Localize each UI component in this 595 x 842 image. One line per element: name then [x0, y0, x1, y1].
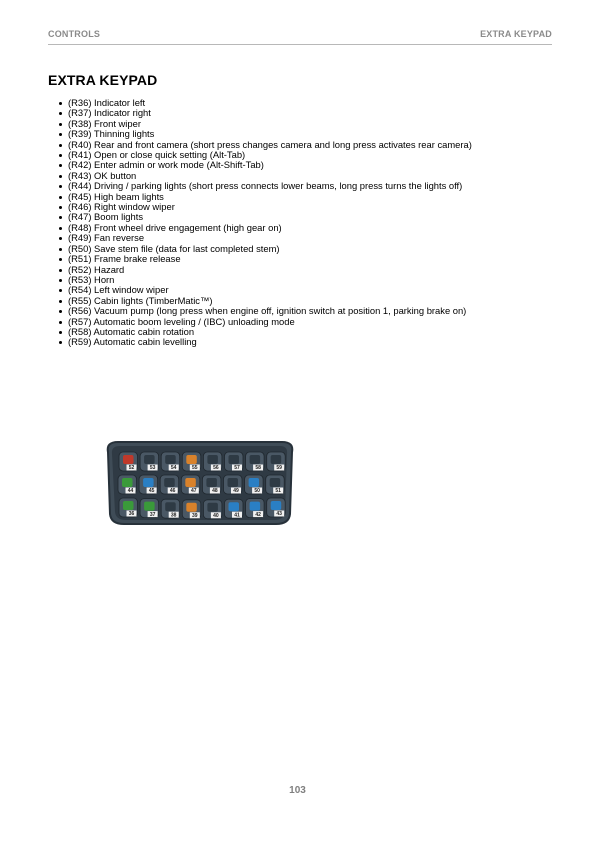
cabin-level-icon: [271, 455, 282, 464]
ok-icon: [271, 501, 282, 510]
camera-icon: [207, 503, 218, 512]
keypad-key-49: [224, 475, 243, 494]
list-item: (R37) Indicator right: [48, 108, 472, 118]
keypad-key-47: [181, 475, 200, 494]
list-item: (R55) Cabin lights (TimberMatic™): [48, 296, 472, 306]
vacuum-icon: [207, 455, 218, 464]
list-item: (R50) Save stem file (data for last completed stem): [48, 244, 472, 254]
keypad-key-54: [161, 452, 180, 471]
keypad-key-41: [225, 499, 244, 518]
key-number: 52: [128, 465, 135, 472]
list-item: (R48) Front wheel drive engagement (high gear on): [48, 223, 472, 233]
left-wiper-icon: [165, 455, 176, 464]
key-number: 45: [148, 488, 155, 495]
front-wiper-icon: [165, 502, 176, 511]
keypad-key-50: [245, 475, 264, 494]
extra-keypad-image: [104, 438, 296, 526]
right-wiper-icon: [164, 478, 175, 487]
key-number: 46: [169, 488, 176, 495]
key-number: 48: [212, 488, 218, 495]
keypad-key-38: [161, 499, 180, 518]
list-item: (R36) Indicator left: [48, 98, 472, 108]
key-number: 50: [254, 488, 260, 495]
list-item: (R43) OK button: [48, 171, 472, 181]
keypad-key-48: [202, 475, 221, 494]
parking-light-icon: [122, 478, 133, 487]
cabin-rotate-icon: [250, 455, 261, 464]
page-header: [48, 28, 552, 45]
keypad-key-46: [160, 475, 179, 494]
keypad-key-43: [267, 498, 286, 517]
key-number: 59: [276, 465, 282, 472]
indicator-right-icon: [144, 502, 155, 511]
key-number: 47: [191, 488, 197, 495]
key-number: 37: [149, 511, 156, 518]
key-number: 53: [149, 465, 156, 472]
list-item: (R52) Hazard: [48, 265, 472, 275]
list-item: (R56) Vacuum pump (long press when engine off, ignition switch at position 1, parking brake on): [48, 306, 472, 316]
hazard-icon: [123, 455, 134, 464]
list-item: (R42) Enter admin or work mode (Alt-Shift-Tab): [48, 160, 472, 170]
list-item: (R46) Right window wiper: [48, 202, 472, 212]
keypad-key-55: [182, 452, 201, 471]
keypad-key-42: [246, 499, 265, 518]
keypad-key-59: [267, 452, 286, 471]
header-section: CONTROLS: [48, 29, 101, 39]
key-number: 56: [213, 465, 219, 472]
save-stem-icon: [249, 478, 260, 487]
admin-mode-icon: [250, 502, 261, 511]
boom-level-icon: [229, 455, 240, 464]
frame-brake-icon: [270, 478, 281, 487]
list-item: (R44) Driving / parking lights (short press connects lower beams, long press turns the lights off): [48, 181, 472, 191]
control-list: [48, 98, 472, 348]
horn-icon: [144, 455, 155, 464]
key-number: 54: [170, 465, 177, 472]
page-title: EXTRA KEYPAD: [48, 72, 158, 88]
fwd-icon: [206, 478, 217, 487]
list-item: (R54) Left window wiper: [48, 285, 472, 295]
key-number: 57: [234, 465, 240, 472]
key-number: 36: [128, 511, 135, 518]
quick-setting-icon: [229, 502, 240, 511]
keypad-key-58: [246, 452, 265, 471]
page-number: 103: [289, 785, 306, 796]
list-item: (R38) Front wiper: [48, 119, 472, 129]
keypad-key-39: [182, 500, 201, 519]
fan-reverse-icon: [228, 478, 239, 487]
list-item: (R45) High beam lights: [48, 192, 472, 202]
thinning-light-icon: [186, 503, 197, 512]
keypad-key-37: [140, 499, 159, 518]
list-item: (R49) Fan reverse: [48, 233, 472, 243]
keypad-key-44: [118, 475, 137, 494]
keypad-key-45: [139, 475, 158, 494]
keypad-key-40: [203, 500, 222, 519]
key-number: 43: [276, 511, 282, 518]
list-item: (R57) Automatic boom leveling / (IBC) unloading mode: [48, 317, 472, 327]
list-item: (R39) Thinning lights: [48, 129, 472, 139]
key-number: 44: [127, 488, 134, 495]
list-item: (R59) Automatic cabin levelling: [48, 337, 472, 347]
keypad-key-53: [140, 452, 159, 471]
list-item: (R53) Horn: [48, 275, 472, 285]
key-number: 40: [213, 513, 219, 519]
keypad-key-51: [266, 475, 285, 494]
boom-light-icon: [185, 478, 196, 487]
key-number: 39: [192, 513, 198, 519]
keypad-key-56: [203, 452, 222, 471]
cabin-light-icon: [186, 455, 197, 464]
header-topic: EXTRA KEYPAD: [480, 29, 552, 39]
keypad-key-57: [225, 452, 244, 471]
list-item: (R58) Automatic cabin rotation: [48, 327, 472, 337]
keypad-key-52: [119, 452, 138, 471]
key-number: 58: [255, 465, 261, 472]
key-number: 41: [234, 512, 240, 519]
key-number: 38: [170, 512, 177, 519]
key-number: 49: [233, 488, 239, 495]
list-item: (R51) Frame brake release: [48, 254, 472, 264]
list-item: (R41) Open or close quick setting (Alt-Tab): [48, 150, 472, 160]
key-number: 51: [275, 488, 281, 495]
key-number: 42: [255, 511, 261, 518]
list-item: (R40) Rear and front camera (short press changes camera and long press activates rear camera): [48, 140, 472, 150]
indicator-left-icon: [123, 501, 134, 510]
key-number: 55: [192, 465, 198, 472]
list-item: (R47) Boom lights: [48, 212, 472, 222]
high-beam-icon: [143, 478, 154, 487]
keypad-key-36: [119, 498, 138, 517]
